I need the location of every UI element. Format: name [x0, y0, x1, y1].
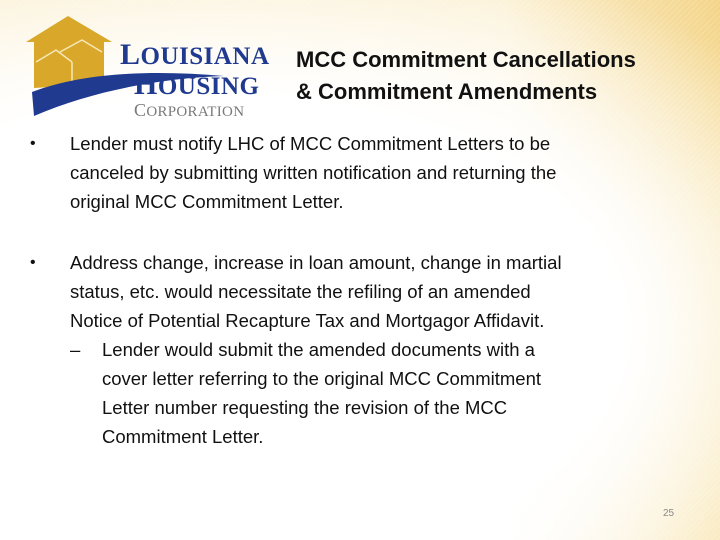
logo-louisiana: LOUISIANA: [120, 38, 270, 71]
sub-bullet-text-line: Letter number requesting the revision of the MCC: [102, 397, 508, 418]
bullet-text-line: original MCC Commitment Letter.: [70, 191, 344, 212]
bullet-item: [30, 248, 690, 335]
sub-bullet-item: [30, 335, 690, 451]
slide-title-line-1: MCC Commitment Cancellations: [296, 47, 636, 72]
page-number: 25: [663, 508, 675, 519]
bullet-icon: •: [30, 135, 36, 152]
louisiana-housing-corporation-logo: [24, 12, 270, 122]
sub-bullet-text-line: cover letter referring to the original MCC Commitment: [102, 368, 542, 389]
logo-wordmark: [120, 40, 270, 120]
sub-bullet-text-line: Lender would submit the amended documents with a: [102, 339, 535, 360]
slide-body: [30, 129, 690, 451]
logo-housing: HOUSING: [134, 68, 260, 101]
bullet-icon: •: [30, 254, 36, 271]
bullet-text-line: Notice of Potential Recapture Tax and Mortgagor Affidavit.: [70, 310, 545, 331]
bullet-text-line: Lender must notify LHC of MCC Commitment Letters to be: [70, 133, 551, 154]
slide-title-line-2: & Commitment Amendments: [296, 79, 598, 104]
bullet-item: [30, 129, 690, 216]
bullet-text-line: status, etc. would necessitate the refiling of an amended: [70, 281, 531, 302]
sub-bullet-text-line: Commitment Letter.: [102, 426, 264, 447]
bullet-text-line: canceled by submitting written notification and returning the: [70, 162, 557, 183]
bullet-text-line: Address change, increase in loan amount, change in martial: [70, 252, 562, 273]
logo-corporation: CORPORATION: [134, 100, 245, 120]
slide-title: [296, 44, 636, 108]
dash-icon: –: [70, 339, 81, 360]
